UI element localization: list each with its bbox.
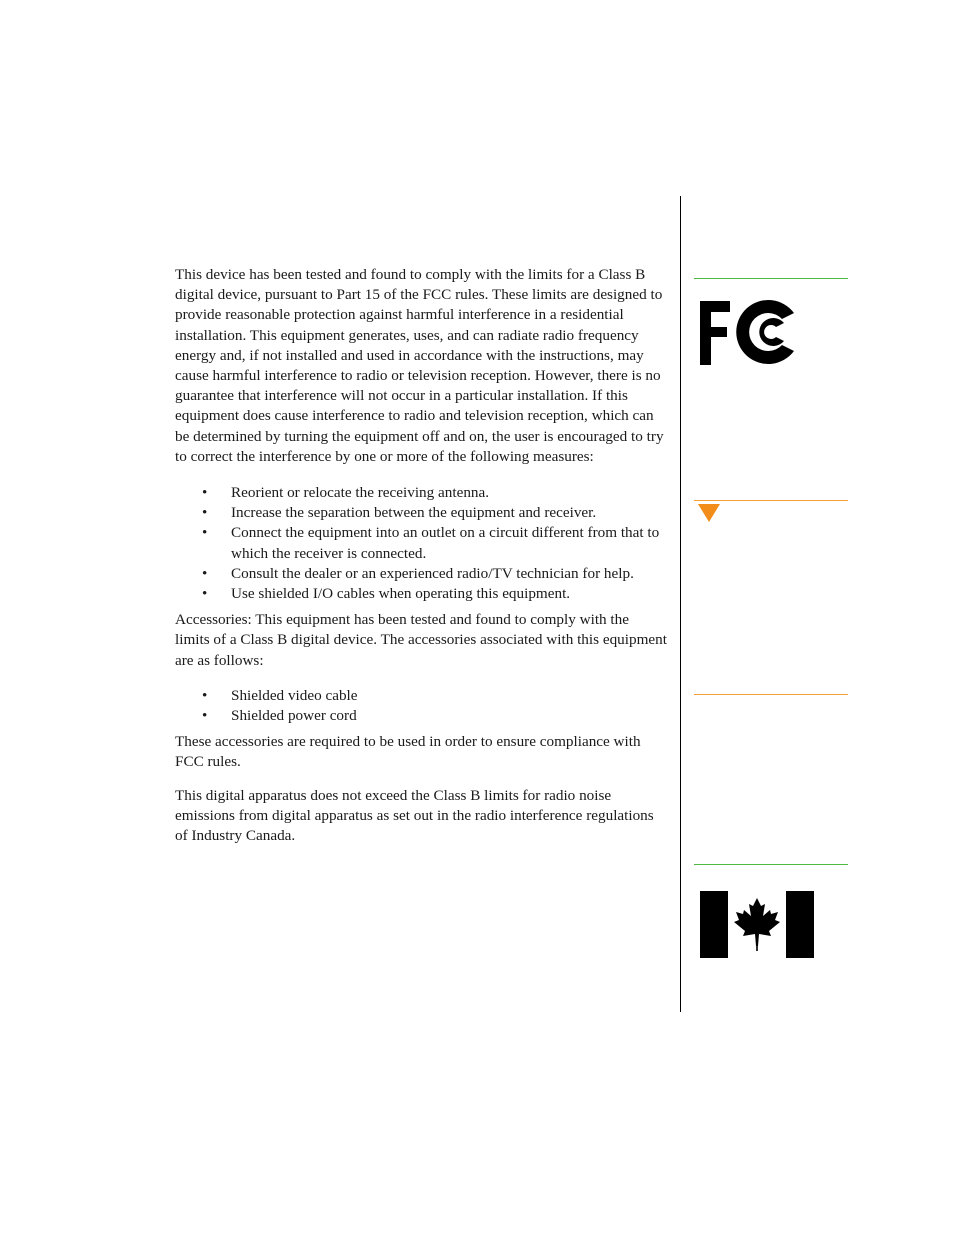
canada-flag-icon xyxy=(700,891,814,958)
fcc-logo-icon xyxy=(700,299,796,367)
accessories-list xyxy=(175,686,667,726)
interference-measures-list xyxy=(175,483,667,604)
list-item-text: Connect the equipment into an outlet on a circuit different from that to which the receiver is connected. xyxy=(231,524,660,562)
list-item xyxy=(175,686,667,706)
main-column xyxy=(175,265,667,846)
bullet: • xyxy=(202,707,208,725)
bullet: • xyxy=(202,484,208,502)
list-item-text: Increase the separation between the equipment and receiver. xyxy=(231,504,597,522)
list-item-text: Shielded power cord xyxy=(231,707,357,725)
bullet: • xyxy=(202,686,208,704)
sidebar-rule-accessories xyxy=(694,694,848,695)
bullet: • xyxy=(202,585,208,603)
industry-canada-paragraph: This digital apparatus does not exceed the Class B limits for radio noise emissions from digital apparatus as set out in the radio interference regulations of Industry Canada. xyxy=(175,786,654,845)
column-divider xyxy=(680,196,681,1012)
list-item-text: Consult the dealer or an experienced radio/TV technician for help. xyxy=(231,564,634,582)
maple-leaf-icon xyxy=(734,898,780,951)
fcc-intro-paragraph: This device has been tested and found to comply with the limits for a Class B digital device, pursuant to Part 15 of the FCC rules. These limits are designed to provide reasonable protection against harmful interference in a residential installation. This equipment generates, uses, and can radiate radio frequency energy and, if not installed and used in accordance with the instructions, may cause harmful interference to radio or television reception. However, there is no guarantee that interference will not occur in a particular installation. If this equipment does cause interference to radio and television reception, which can be determined by turning the equipment off and on, the user is encouraged to try to correct the interference by one or more of the following measures: xyxy=(175,266,664,465)
list-item xyxy=(175,503,667,523)
warning-triangle-icon xyxy=(698,504,720,522)
accessories-requirement-paragraph: These accessories are required to be used in order to ensure compliance with FCC rules. xyxy=(175,733,641,771)
list-item-text: Use shielded I/O cables when operating this equipment. xyxy=(231,585,571,603)
bullet: • xyxy=(202,564,208,582)
bullet: • xyxy=(202,524,208,542)
list-item xyxy=(175,564,667,584)
list-item xyxy=(175,584,667,604)
list-item xyxy=(175,483,667,503)
list-item-text: Shielded video cable xyxy=(231,686,358,704)
accessories-paragraph: Accessories: This equipment has been tested and found to comply with the limits of a Class B digital device. The accessories associated with this equipment are as follows: xyxy=(175,611,667,669)
sidebar-rule-fcc xyxy=(694,278,848,279)
list-item xyxy=(175,706,667,726)
bullet: • xyxy=(202,504,208,522)
sidebar-rule-caution xyxy=(694,500,848,501)
list-item-text: Reorient or relocate the receiving antenna. xyxy=(231,484,490,502)
list-item xyxy=(175,523,667,563)
sidebar-rule-canada xyxy=(694,864,848,865)
